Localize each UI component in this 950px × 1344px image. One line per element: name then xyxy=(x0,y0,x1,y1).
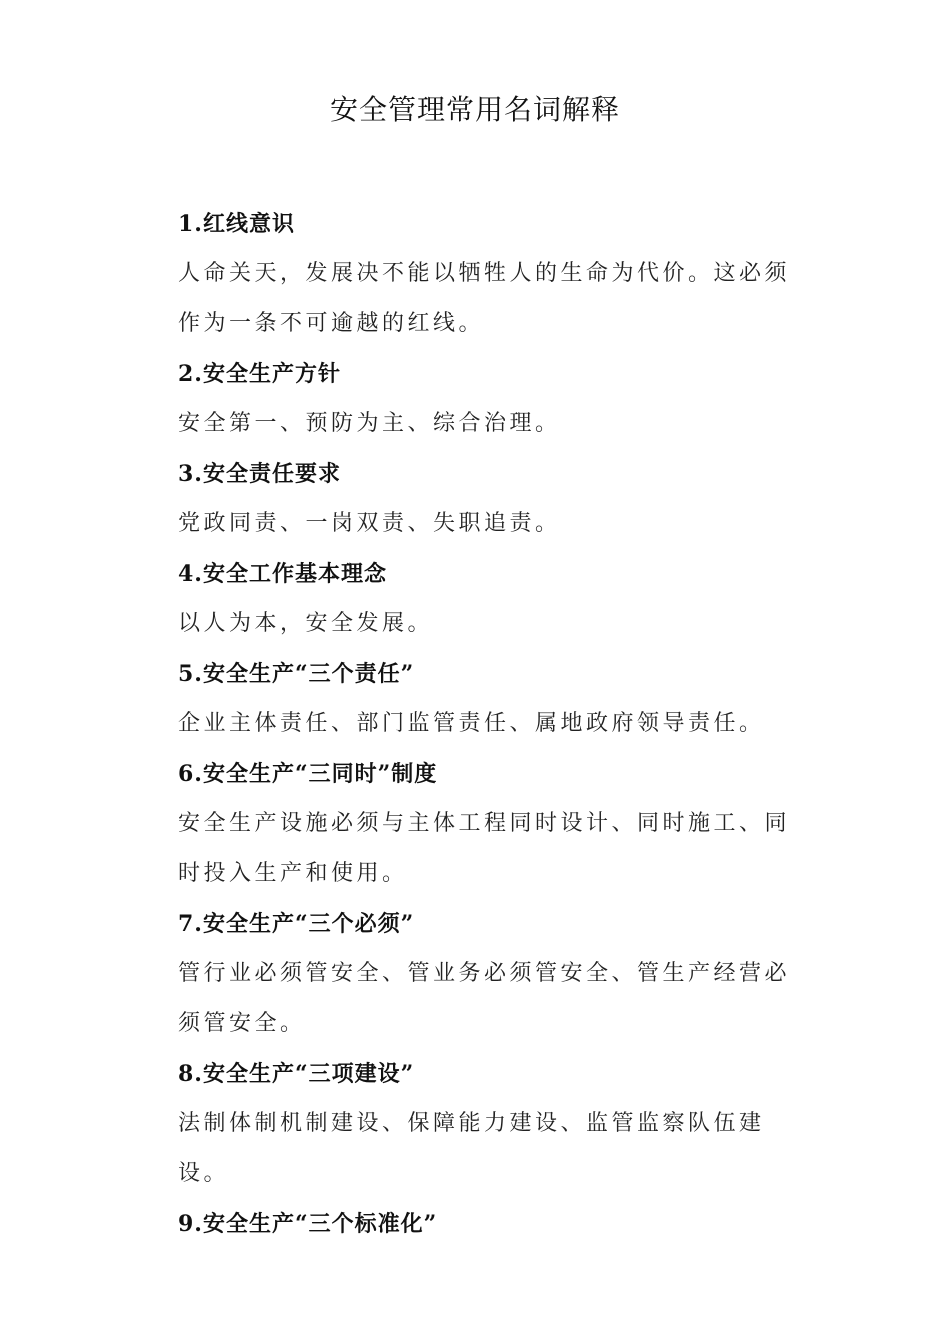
section-heading: 8.安全生产“三项建设” xyxy=(178,1061,415,1087)
section-heading: 6.安全生产“三同时”制度 xyxy=(178,761,438,787)
section-body: 以人为本，安全发展。 xyxy=(178,611,434,636)
section-heading: 9.安全生产“三个标准化” xyxy=(178,1211,438,1237)
section-heading: 5.安全生产“三个责任” xyxy=(178,661,415,687)
section-body: 安全生产设施必须与主体工程同时设计、同时施工、同时投入生产和使用。 xyxy=(178,811,791,886)
section-heading: 4.安全工作基本理念 xyxy=(178,561,387,587)
section-body: 企业主体责任、部门监管责任、属地政府领导责任。 xyxy=(178,711,765,736)
section-body: 安全第一、预防为主、综合治理。 xyxy=(178,411,561,436)
document-title: 安全管理常用名词解释 xyxy=(329,93,620,126)
section-4 xyxy=(178,549,803,649)
section-9 xyxy=(178,1199,803,1249)
document-content xyxy=(178,199,803,1249)
section-heading: 1.红线意识 xyxy=(178,211,295,237)
section-heading: 2.安全生产方针 xyxy=(178,361,341,387)
section-body: 法制体制机制建设、保障能力建设、监管监察队伍建设。 xyxy=(178,1111,765,1186)
section-heading: 7.安全生产“三个必须” xyxy=(178,911,415,937)
section-2 xyxy=(178,349,803,449)
section-8 xyxy=(178,1049,803,1199)
section-5 xyxy=(178,649,803,749)
section-body: 党政同责、一岗双责、失职追责。 xyxy=(178,511,561,536)
section-7 xyxy=(178,899,803,1049)
section-heading: 3.安全责任要求 xyxy=(178,461,341,487)
section-6 xyxy=(178,749,803,899)
section-3 xyxy=(178,449,803,549)
section-body: 人命关天，发展决不能以牺牲人的生命为代价。这必须作为一条不可逾越的红线。 xyxy=(178,261,791,336)
section-body: 管行业必须管安全、管业务必须管安全、管生产经营必须管安全。 xyxy=(178,961,791,1036)
section-1 xyxy=(178,199,803,349)
